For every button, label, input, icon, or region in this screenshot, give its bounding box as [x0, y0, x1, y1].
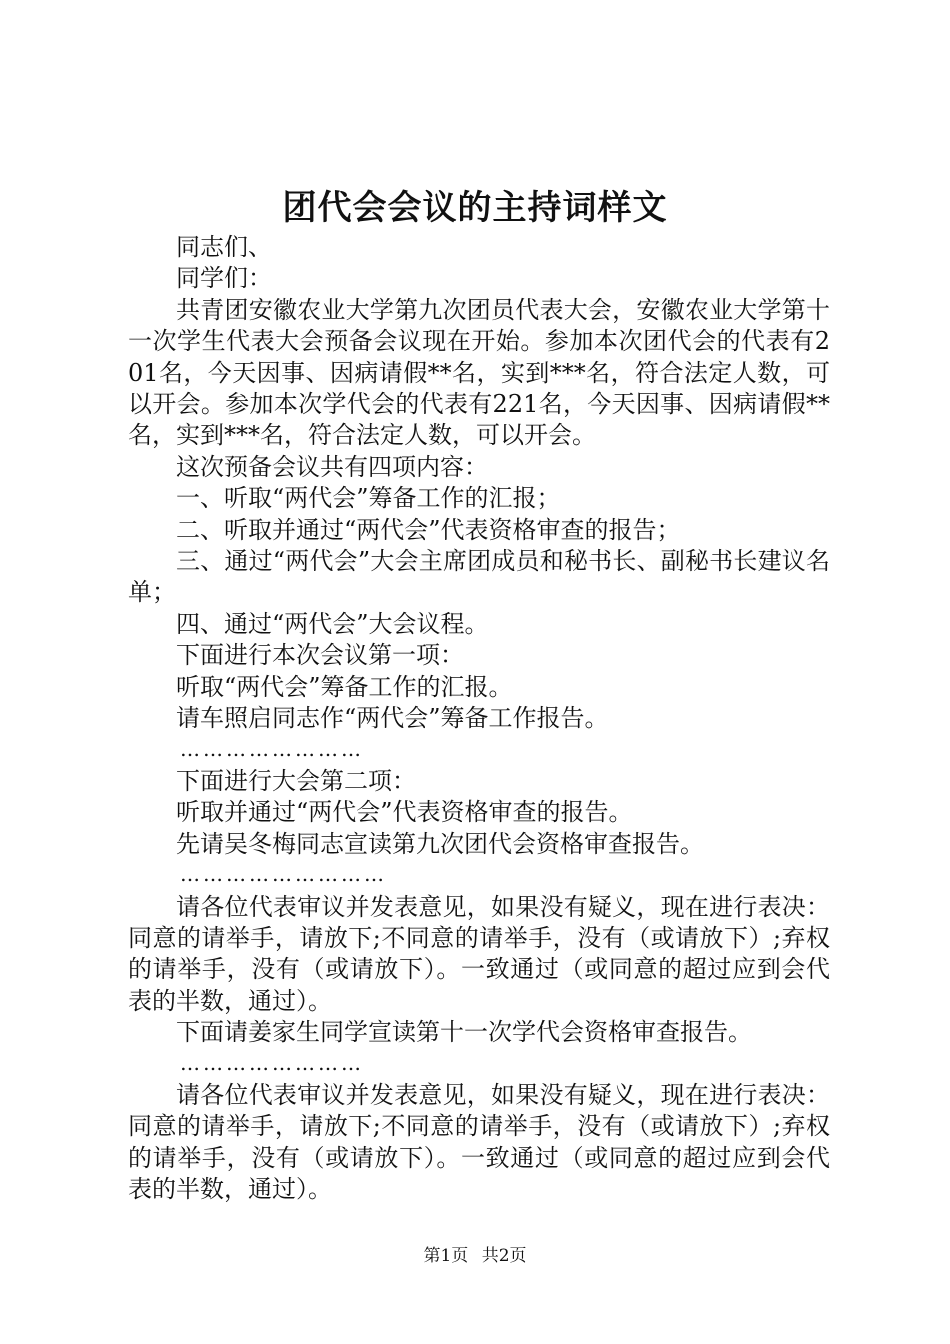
document-title: 团代会会议的主持词样文: [282, 188, 668, 228]
paragraph: 下面请姜家生同学宣读第十一次学代会资格审查报告。: [176, 1018, 752, 1047]
paragraph: 请各位代表审议并发表意见，如果没有疑义，现在进行表决：同意的请举手，请放下;不同意的请举手，没有（或请放下）;弃权的请举手，没有（或请放下）。一致通过（或同意的超过应到会代表的半数，通过）。: [128, 1080, 830, 1204]
page-footer: [0, 1244, 950, 1268]
ellipsis-separator: ……………………: [180, 736, 364, 761]
paragraph: 下面进行大会第二项：: [176, 766, 416, 795]
paragraph: 这次预备会议共有四项内容：: [176, 452, 488, 481]
paragraph: 请车照启同志作“两代会”筹备工作报告。: [176, 704, 609, 733]
paragraph: 一、听取“两代会”筹备工作的汇报；: [176, 484, 561, 513]
paragraph: 下面进行本次会议第一项：: [176, 641, 464, 670]
page-total: 共2页: [481, 1246, 527, 1266]
page-number: 第1页: [423, 1246, 469, 1266]
paragraph: 听取“两代会”筹备工作的汇报。: [176, 672, 513, 701]
paragraph: 同学们：: [176, 264, 272, 293]
paragraph: 听取并通过“两代会”代表资格审查的报告。: [176, 798, 633, 827]
paragraph: 请各位代表审议并发表意见，如果没有疑义，现在进行表决：同意的请举手，请放下;不同意的请举手，没有（或请放下）;弃权的请举手，没有（或请放下）。一致通过（或同意的超过应到会代表的半数，通过）。: [128, 892, 830, 1015]
paragraph: 四、通过“两代会”大会议程。: [176, 609, 489, 638]
ellipsis-separator: ………………………: [180, 862, 387, 887]
document-body: [128, 232, 830, 1206]
paragraph: 二、听取并通过“两代会”代表资格审查的报告；: [176, 515, 681, 544]
ellipsis-separator: ……………………: [180, 1050, 364, 1075]
paragraph: 共青团安徽农业大学第九次团员代表大会，安徽农业大学第十一次学生代表大会预备会议现在开始。参加本次团代会的代表有201名，今天因事、因病请假**名，实到***名，符合法定人数，可以开会。参加本次学代会的代表有221名，今天因事、因病请假**名，实到***名，符合法定人数，可以开会。: [128, 295, 830, 450]
paragraph: 同志们、: [176, 233, 272, 261]
paragraph: 先请吴冬梅同志宣读第九次团代会资格审查报告。: [176, 829, 704, 858]
paragraph: 三、通过“两代会”大会主席团成员和秘书长、副秘书长建议名单；: [128, 547, 830, 607]
